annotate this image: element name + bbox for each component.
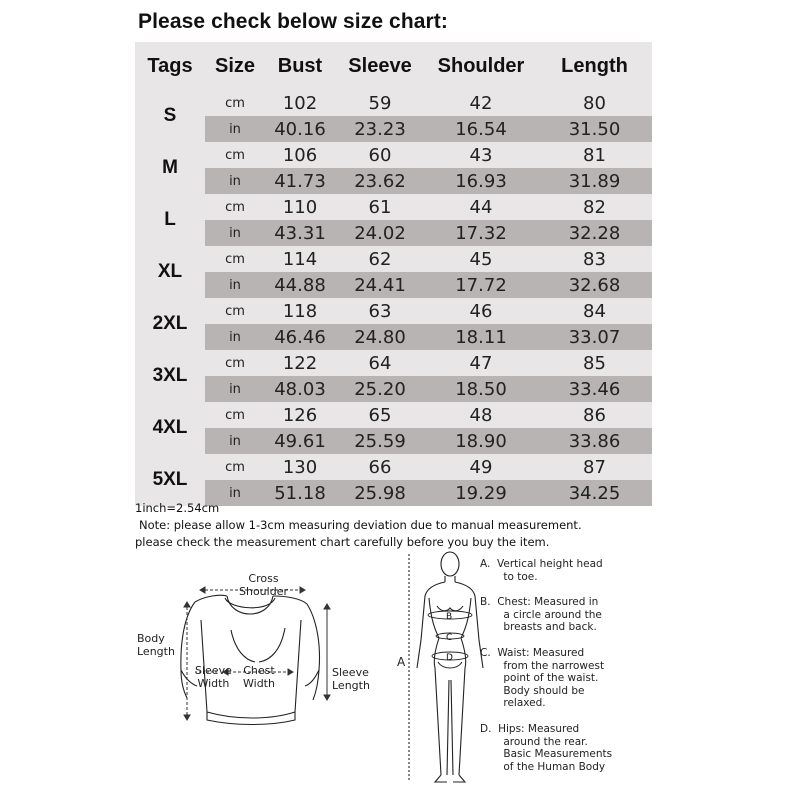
measurement-cell: 114 bbox=[265, 246, 335, 272]
measurement-cell: 62 bbox=[335, 246, 425, 272]
unit-cell: cm bbox=[225, 251, 245, 267]
measurement-cell: 25.98 bbox=[335, 480, 425, 506]
measurement-cell: 46.46 bbox=[265, 324, 335, 350]
table-body bbox=[135, 90, 652, 506]
measurement-cell: 24.41 bbox=[335, 272, 425, 298]
measurement-cell: 87 bbox=[537, 454, 652, 480]
table-row bbox=[135, 168, 652, 194]
measurement-cell: 32.28 bbox=[537, 220, 652, 246]
measurement-cell: 60 bbox=[335, 142, 425, 168]
measurement-cell: 18.90 bbox=[425, 428, 537, 454]
measurement-cell: 51.18 bbox=[265, 480, 335, 506]
measurement-cell: 16.54 bbox=[425, 116, 537, 142]
unit-cell: in bbox=[205, 116, 265, 142]
deviation-note: Note: please allow 1-3cm measuring deviation due to manual measurement. bbox=[139, 518, 582, 532]
measurement-cell: 64 bbox=[335, 350, 425, 376]
measurement-cell: 31.89 bbox=[537, 168, 652, 194]
description-a: A. Vertical height head to toe. bbox=[480, 558, 603, 583]
body-marker-a: A bbox=[397, 655, 406, 669]
size-tag: XL bbox=[157, 261, 183, 282]
header-size: Size bbox=[214, 54, 256, 77]
unit-cell: in bbox=[205, 480, 265, 506]
measurement-cell: 126 bbox=[265, 402, 335, 428]
measurement-cell: 33.07 bbox=[537, 324, 652, 350]
measurement-cell: 33.86 bbox=[537, 428, 652, 454]
table-header-row bbox=[135, 42, 652, 90]
unit-cell: in bbox=[205, 376, 265, 402]
table-row bbox=[135, 428, 652, 454]
header-sleeve: Sleeve bbox=[348, 54, 412, 77]
conversion-note: 1inch=2.54cm bbox=[135, 501, 220, 515]
size-tag: S bbox=[163, 105, 177, 126]
size-tag: M bbox=[162, 157, 178, 178]
unit-cell: cm bbox=[225, 459, 245, 475]
measurement-cell: 17.32 bbox=[425, 220, 537, 246]
measurement-cell: 18.50 bbox=[425, 376, 537, 402]
body-marker-c: C bbox=[446, 633, 453, 643]
measurement-cell: 32.68 bbox=[537, 272, 652, 298]
measurement-cell: 84 bbox=[537, 298, 652, 324]
size-tag: 2XL bbox=[152, 313, 188, 334]
measurement-cell: 81 bbox=[537, 142, 652, 168]
measurement-cell: 25.20 bbox=[335, 376, 425, 402]
header-tags: Tags bbox=[147, 54, 193, 77]
measurement-cell: 44.88 bbox=[265, 272, 335, 298]
check-note: please check the measurement chart carefully before you buy the item. bbox=[135, 535, 550, 549]
measurement-cell: 43 bbox=[425, 142, 537, 168]
measurement-cell: 23.62 bbox=[335, 168, 425, 194]
sleeve-length-text: Sleeve Length bbox=[332, 666, 370, 692]
size-tag: 4XL bbox=[152, 417, 188, 438]
unit-cell: cm bbox=[225, 199, 245, 215]
measurement-cell: 43.31 bbox=[265, 220, 335, 246]
measurement-cell: 48.03 bbox=[265, 376, 335, 402]
size-tag: L bbox=[164, 209, 176, 230]
table-row bbox=[135, 272, 652, 298]
measurement-cell: 16.93 bbox=[425, 168, 537, 194]
measurement-cell: 82 bbox=[537, 194, 652, 220]
measurement-cell: 118 bbox=[265, 298, 335, 324]
unit-cell: in bbox=[205, 168, 265, 194]
measurement-cell: 48 bbox=[425, 402, 537, 428]
measurement-cell: 23.23 bbox=[335, 116, 425, 142]
unit-cell: cm bbox=[225, 355, 245, 371]
measurement-cell: 83 bbox=[537, 246, 652, 272]
table-row bbox=[135, 246, 652, 272]
body-length-text: Body Length bbox=[137, 632, 175, 658]
measurement-cell: 110 bbox=[265, 194, 335, 220]
chest-width-label bbox=[243, 664, 275, 690]
header-length: Length bbox=[561, 54, 628, 77]
size-tag: 5XL bbox=[152, 469, 188, 490]
page-title: Please check below size chart: bbox=[138, 10, 448, 33]
body-marker-d: D bbox=[446, 653, 453, 663]
table-row bbox=[135, 454, 652, 480]
notes bbox=[135, 500, 582, 551]
measurement-cell: 47 bbox=[425, 350, 537, 376]
unit-cell: in bbox=[205, 428, 265, 454]
table-row bbox=[135, 142, 652, 168]
unit-cell: cm bbox=[225, 147, 245, 163]
measurement-cell: 102 bbox=[265, 90, 335, 116]
measurement-cell: 25.59 bbox=[335, 428, 425, 454]
description-d: D. Hips: Measured around the rear. Basic Measurements of the Human Body bbox=[480, 723, 613, 773]
unit-cell: in bbox=[205, 324, 265, 350]
measurement-cell: 49.61 bbox=[265, 428, 335, 454]
size-table bbox=[135, 42, 652, 506]
measurement-cell: 24.02 bbox=[335, 220, 425, 246]
measurement-cell: 31.50 bbox=[537, 116, 652, 142]
body-marker-b: B bbox=[446, 612, 453, 622]
sleeve-width-text: Sleeve Width bbox=[195, 664, 232, 690]
description-c: C. Waist: Measured from the narrowest point of the waist. Body should be relaxed. bbox=[480, 647, 605, 709]
garment-diagram bbox=[135, 560, 385, 740]
measurement-cell: 63 bbox=[335, 298, 425, 324]
measurement-cell: 45 bbox=[425, 246, 537, 272]
description-b: B. Chest: Measured in a circle around the breasts and back. bbox=[480, 596, 602, 633]
measurement-cell: 42 bbox=[425, 90, 537, 116]
measurement-cell: 80 bbox=[537, 90, 652, 116]
measurement-cell: 34.25 bbox=[537, 480, 652, 506]
cross-shoulder-text: Cross Shoulder bbox=[239, 572, 288, 598]
measurement-cell: 86 bbox=[537, 402, 652, 428]
unit-cell: in bbox=[205, 272, 265, 298]
measurement-cell: 46 bbox=[425, 298, 537, 324]
sleeve-length-label bbox=[332, 666, 370, 692]
table-row bbox=[135, 194, 652, 220]
measurement-cell: 49 bbox=[425, 454, 537, 480]
table-row bbox=[135, 402, 652, 428]
unit-cell: cm bbox=[225, 95, 245, 111]
measurement-cell: 130 bbox=[265, 454, 335, 480]
measurement-cell: 19.29 bbox=[425, 480, 537, 506]
measurement-cell: 59 bbox=[335, 90, 425, 116]
table-row bbox=[135, 376, 652, 402]
measurement-cell: 40.16 bbox=[265, 116, 335, 142]
table-row bbox=[135, 220, 652, 246]
header-bust: Bust bbox=[277, 54, 323, 77]
size-tag: 3XL bbox=[152, 365, 188, 386]
cross-shoulder-label bbox=[239, 572, 288, 598]
measurement-cell: 17.72 bbox=[425, 272, 537, 298]
measurement-cell: 24.80 bbox=[335, 324, 425, 350]
measurement-cell: 41.73 bbox=[265, 168, 335, 194]
sleeve-width-label bbox=[195, 664, 232, 690]
body-diagram bbox=[395, 550, 635, 790]
table-row bbox=[135, 324, 652, 350]
body-length-label bbox=[137, 632, 175, 658]
measurement-cell: 61 bbox=[335, 194, 425, 220]
table-row bbox=[135, 350, 652, 376]
table-row bbox=[135, 116, 652, 142]
chest-width-text: Chest Width bbox=[243, 664, 275, 690]
unit-cell: cm bbox=[225, 407, 245, 423]
unit-cell: in bbox=[205, 220, 265, 246]
table-row bbox=[135, 90, 652, 116]
measurement-cell: 65 bbox=[335, 402, 425, 428]
measurement-cell: 122 bbox=[265, 350, 335, 376]
measurement-cell: 18.11 bbox=[425, 324, 537, 350]
unit-cell: cm bbox=[225, 303, 245, 319]
table-row bbox=[135, 298, 652, 324]
measurement-cell: 66 bbox=[335, 454, 425, 480]
measurement-cell: 106 bbox=[265, 142, 335, 168]
measurement-cell: 85 bbox=[537, 350, 652, 376]
measurement-cell: 44 bbox=[425, 194, 537, 220]
measurement-cell: 33.46 bbox=[537, 376, 652, 402]
header-shoulder: Shoulder bbox=[437, 54, 525, 77]
